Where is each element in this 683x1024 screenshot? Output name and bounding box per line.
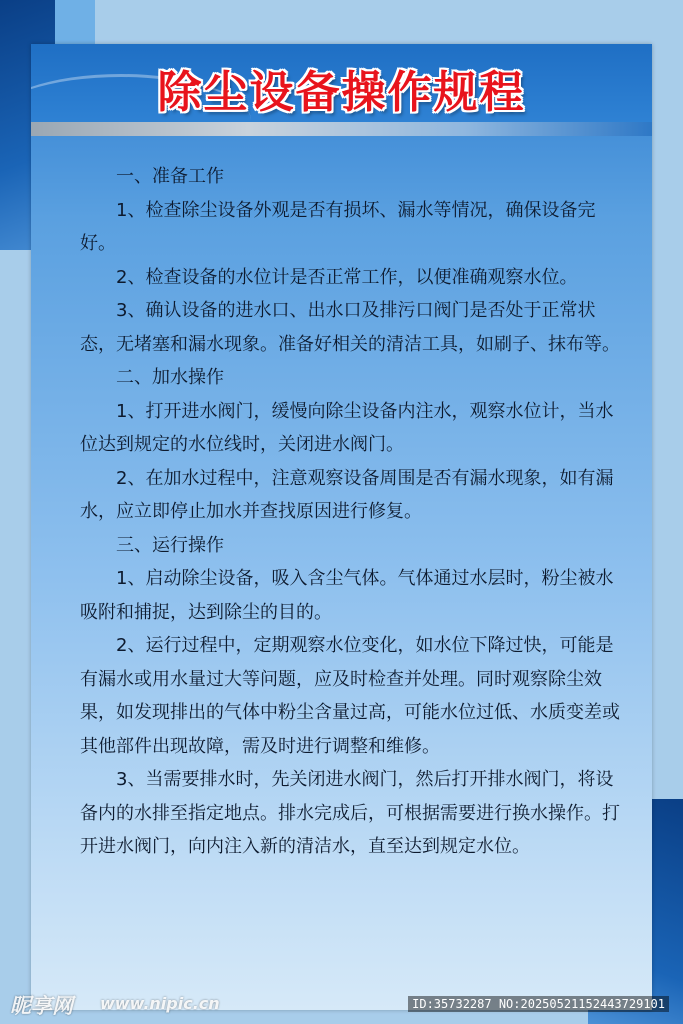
section-heading: 三、运行操作 xyxy=(116,534,224,556)
watermark-logo: 昵享网 xyxy=(10,994,73,1018)
section-heading: 二、加水操作 xyxy=(116,367,224,388)
page-title: 除尘设备操作规程 xyxy=(157,67,526,118)
paragraph: 3、确认设备的进水口、出水口及排污口阀门是否处于正常状态，无堵塞和漏水现象。准备好相关的清洁工具，如刷子、抹布等。 xyxy=(80,300,620,355)
paragraph: 2、在加水过程中，注意观察设备周围是否有漏水现象，如有漏水，应立即停止加水并查找原因进行修复。 xyxy=(80,467,614,522)
paragraph: 1、启动除尘设备，吸入含尘气体。气体通过水层时，粉尘被水吸附和捕捉，达到除尘的目的。 xyxy=(80,568,614,623)
procedure-content xyxy=(80,160,625,864)
paragraph: 2、检查设备的水位计是否正常工作，以便准确观察水位。 xyxy=(116,266,578,288)
notice-board xyxy=(31,44,652,1010)
watermark-footer xyxy=(0,986,683,1024)
paragraph: 2、运行过程中，定期观察水位变化，如水位下降过快，可能是有漏水或用水量过大等问题，应及时检查并处理。同时观察除尘效果，如发现排出的气体中粉尘含量过高，可能水位过低、水质变差或其他部件出现故障，需及时进行调整和维修。 xyxy=(80,635,620,757)
section-heading: 一、准备工作 xyxy=(116,166,224,187)
paragraph: 3、当需要排水时，先关闭进水阀门，然后打开排水阀门，将设备内的水排至指定地点。排水完成后，可根据需要进行换水操作。打开进水阀门，向内注入新的清洁水，直至达到规定水位。 xyxy=(80,769,620,857)
image-id: ID:35732287 NO:20250521152443729101 xyxy=(408,996,669,1012)
paragraph: 1、打开进水阀门，缓慢向除尘设备内注水，观察水位计，当水位达到规定的水位线时，关闭进水阀门。 xyxy=(80,400,614,455)
watermark-site: www.nipic.cn xyxy=(100,994,220,1013)
header-stripe xyxy=(31,122,652,136)
paragraph: 1、检查除尘设备外观是否有损坏、漏水等情况，确保设备完好。 xyxy=(80,199,596,254)
